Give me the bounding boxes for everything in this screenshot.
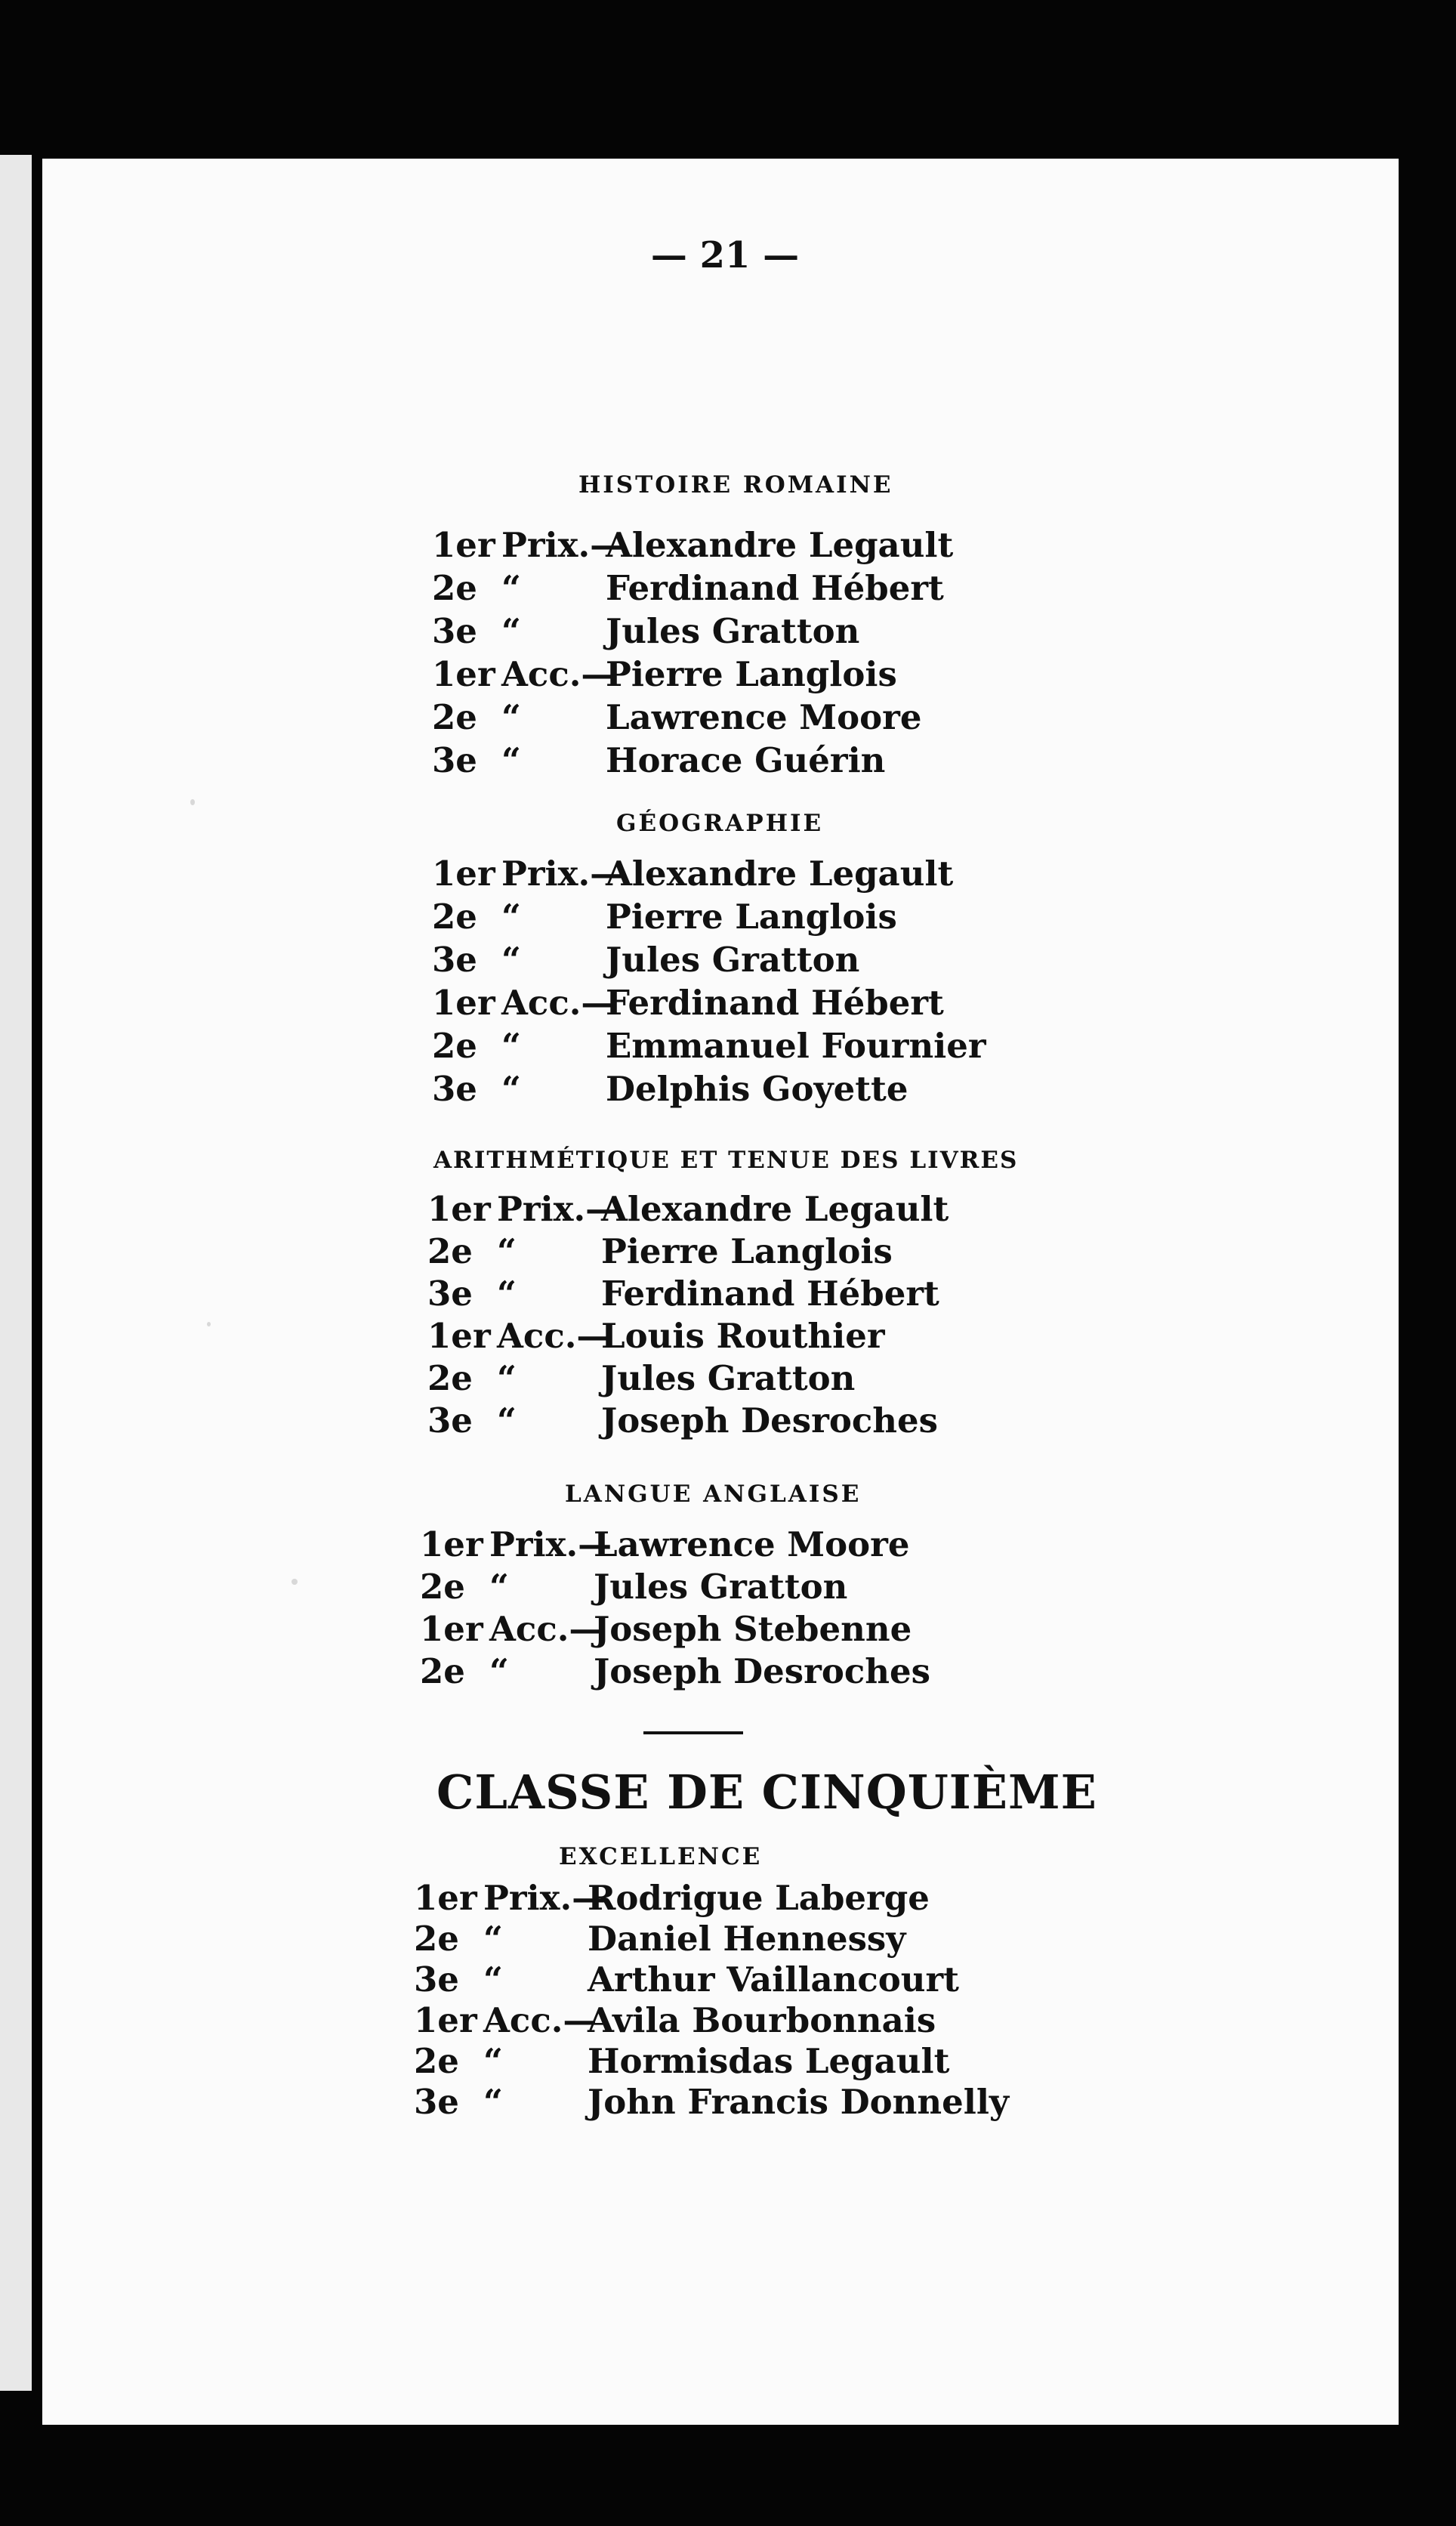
student-name: Jules Gratton: [594, 1567, 848, 1607]
student-name: Delphis Goyette: [606, 1069, 908, 1109]
paper-speck: [190, 799, 195, 805]
award-label: “: [489, 1651, 509, 1691]
award-label: “: [501, 1069, 521, 1109]
rank-label: 3e: [432, 940, 477, 980]
student-name: Hormisdas Legault: [588, 2041, 950, 2081]
student-name: Ferdinand Hébert: [606, 983, 944, 1023]
student-name: Louis Routhier: [601, 1316, 885, 1356]
student-name: Alexandre Legault: [601, 1189, 949, 1229]
rank-label: 2e: [420, 1651, 465, 1691]
student-name: John Francis Donnelly: [588, 2082, 1010, 2122]
student-name: Pierre Langlois: [606, 654, 897, 694]
award-label: Prix.—: [489, 1524, 612, 1564]
student-name: Emmanuel Fournier: [606, 1026, 986, 1066]
paper-speck: [292, 1579, 298, 1585]
rank-label: 1er: [427, 1189, 491, 1229]
section-divider: [643, 1731, 743, 1734]
student-name: Lawrence Moore: [606, 697, 922, 737]
rank-label: 1er: [420, 1609, 483, 1649]
student-name: Avila Bourbonnais: [588, 2000, 936, 2040]
award-label: Acc.—: [497, 1316, 611, 1356]
award-label: Acc.—: [483, 2000, 597, 2040]
award-label: “: [501, 1026, 521, 1066]
student-name: Rodrigue Laberge: [588, 1878, 930, 1918]
adjacent-page-edge: [0, 155, 32, 2391]
award-label: “: [501, 940, 521, 980]
rank-label: 2e: [432, 697, 477, 737]
award-label: Prix.—: [497, 1189, 620, 1229]
rank-label: 1er: [432, 983, 495, 1023]
rank-label: 1er: [414, 1878, 477, 1918]
award-label: “: [501, 568, 521, 608]
award-label: “: [497, 1358, 517, 1398]
rank-label: 2e: [427, 1358, 473, 1398]
student-name: Pierre Langlois: [606, 897, 897, 937]
student-name: Joseph Stebenne: [594, 1609, 912, 1649]
award-label: Acc.—: [501, 654, 615, 694]
rank-label: 1er: [432, 525, 495, 565]
rank-label: 3e: [427, 1400, 473, 1441]
student-name: Jules Gratton: [606, 611, 860, 651]
award-label: “: [483, 1919, 503, 1959]
award-label: “: [483, 2041, 503, 2081]
student-name: Pierre Langlois: [601, 1231, 893, 1271]
paper-speck: [207, 1322, 211, 1326]
rank-label: 1er: [432, 654, 495, 694]
class-title: CLASSE DE CINQUIÈME: [436, 1765, 1097, 1820]
rank-label: 1er: [432, 854, 495, 894]
rank-label: 1er: [420, 1524, 483, 1564]
student-name: Ferdinand Hébert: [601, 1274, 939, 1314]
rank-label: 3e: [432, 740, 477, 780]
award-label: Acc.—: [489, 1609, 603, 1649]
rank-label: 2e: [414, 1919, 459, 1959]
student-name: Jules Gratton: [606, 940, 860, 980]
rank-label: 3e: [414, 1959, 459, 1999]
rank-label: 3e: [432, 1069, 477, 1109]
student-name: Arthur Vaillancourt: [588, 1959, 959, 1999]
student-name: Horace Guérin: [606, 740, 886, 780]
award-label: “: [483, 2082, 503, 2122]
student-name: Daniel Hennessy: [588, 1919, 906, 1959]
award-label: “: [497, 1231, 517, 1271]
rank-label: 2e: [414, 2041, 459, 2081]
student-name: Ferdinand Hébert: [606, 568, 944, 608]
section-heading-arithmetique: ARITHMÉTIQUE ET TENUE DES LIVRES: [433, 1147, 1019, 1174]
rank-label: 2e: [427, 1231, 473, 1271]
award-label: “: [501, 611, 521, 651]
section-heading-langue-anglaise: LANGUE ANGLAISE: [565, 1481, 862, 1508]
award-label: “: [501, 740, 521, 780]
rank-label: 1er: [414, 2000, 477, 2040]
section-heading-geographie: GÉOGRAPHIE: [616, 810, 824, 837]
award-label: Prix.—: [501, 854, 625, 894]
rank-label: 3e: [427, 1274, 473, 1314]
award-label: “: [501, 697, 521, 737]
section-heading-excellence: EXCELLENCE: [559, 1843, 763, 1870]
student-name: Joseph Desroches: [601, 1400, 938, 1441]
rank-label: 2e: [432, 568, 477, 608]
student-name: Lawrence Moore: [594, 1524, 910, 1564]
award-label: Prix.—: [501, 525, 625, 565]
award-label: Prix.—: [483, 1878, 606, 1918]
rank-label: 2e: [432, 1026, 477, 1066]
student-name: Alexandre Legault: [606, 854, 954, 894]
award-label: “: [483, 1959, 503, 1999]
page-number: — 21 —: [650, 234, 800, 276]
student-name: Joseph Desroches: [594, 1651, 930, 1691]
rank-label: 3e: [414, 2082, 459, 2122]
award-label: “: [501, 897, 521, 937]
award-label: Acc.—: [501, 983, 615, 1023]
student-name: Jules Gratton: [601, 1358, 856, 1398]
award-label: “: [497, 1274, 517, 1314]
award-label: “: [497, 1400, 517, 1441]
rank-label: 3e: [432, 611, 477, 651]
rank-label: 1er: [427, 1316, 491, 1356]
student-name: Alexandre Legault: [606, 525, 954, 565]
rank-label: 2e: [432, 897, 477, 937]
section-heading-histoire-romaine: HISTOIRE ROMAINE: [578, 471, 893, 499]
rank-label: 2e: [420, 1567, 465, 1607]
award-label: “: [489, 1567, 509, 1607]
